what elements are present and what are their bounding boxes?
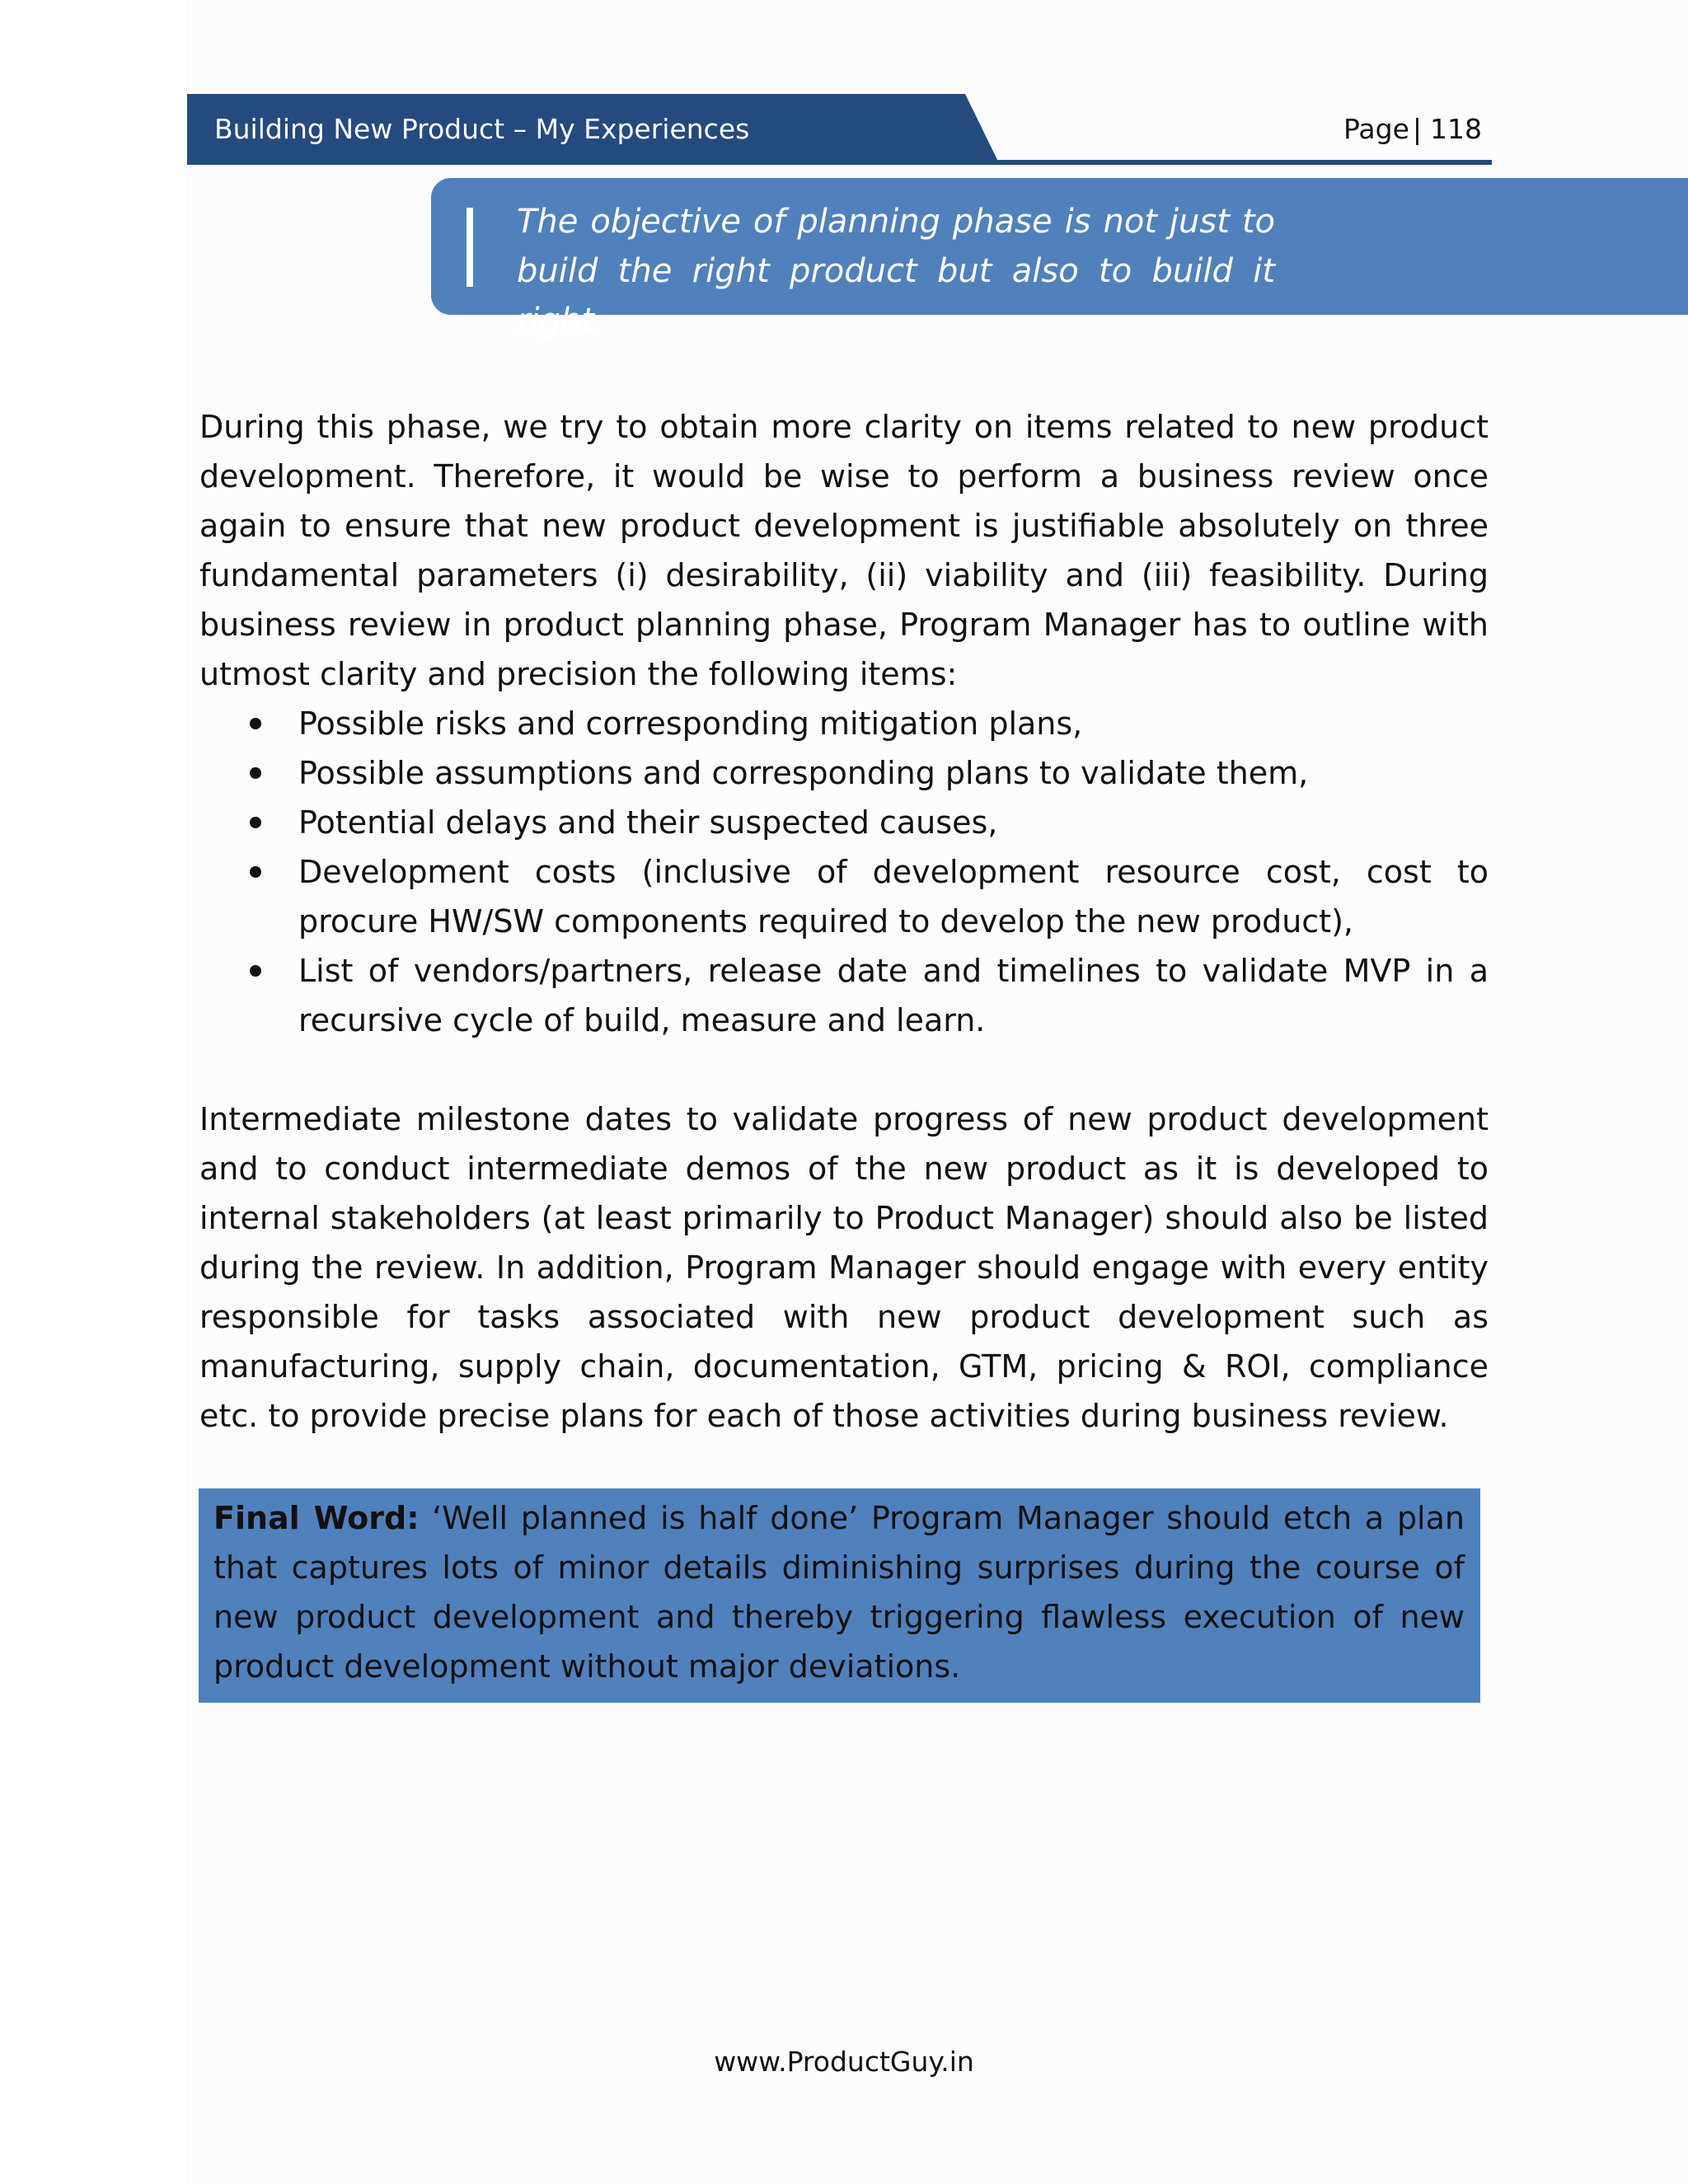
footer-url: www.ProductGuy.in [714, 2046, 974, 2078]
page-label: Page [1343, 113, 1409, 145]
header-title: Building New Product – My Experiences [214, 113, 750, 145]
page-indicator [1343, 113, 1482, 145]
page-number: 118 [1430, 113, 1483, 145]
list-item [199, 847, 1489, 946]
list-item-text: Possible risks and corresponding mitigation plans, [298, 705, 1083, 742]
bullet-icon [250, 718, 261, 729]
pull-quote-text: The objective of planning phase is not just to build the right product but also to build it right. [517, 203, 1275, 340]
list-item-text: Possible assumptions and corresponding plans to validate them, [298, 755, 1309, 791]
body-paragraph-2: Intermediate milestone dates to validate progress of new product development and to conduct intermediate demos of the new product as it is developed to internal stakeholders (at least primarily to Product Manager) should also be listed during the review. In addition, Program Manager should engage with every entity responsible for tasks associated with new product development such as manufacturing, supply chain, documentation, GTM, pricing & ROI, compliance etc. to provide precise plans for each of those activities during business review. [199, 1101, 1489, 1434]
final-word-text [213, 1493, 1465, 1691]
bullet-icon [250, 767, 261, 779]
body-paragraph-1: During this phase, we try to obtain more clarity on items related to new product development. Therefore, it would be wise to perform a business review once again to ensure that new product development is justifiable absolutely on three fundamental parameters (i) desirability, (ii) viability and (iii) feasibility. During business review in product planning phase, Program Manager has to outline with utmost clarity and precision the following items: [199, 409, 1489, 692]
pull-quote-bar [467, 208, 473, 287]
list-item [199, 699, 1489, 748]
bullet-icon [250, 866, 261, 878]
bullet-icon [250, 817, 261, 828]
bullet-list [199, 699, 1489, 1045]
header-rule [997, 160, 1492, 165]
list-item [199, 946, 1489, 1045]
list-item-text: List of vendors/partners, release date and timelines to validate MVP in a recursive cycle of build, measure and learn. [298, 953, 1489, 1038]
list-item [199, 798, 1489, 847]
list-item [199, 748, 1489, 798]
final-word-body: ‘Well planned is half done’ Program Manager should etch a plan that captures lots of minor details diminishing surprises during the course of new product development and thereby triggering flawless execution of new product development without major deviations. [213, 1500, 1465, 1685]
bullet-icon [250, 965, 261, 977]
list-item-text: Development costs (inclusive of development resource cost, cost to procure HW/SW components required to develop the new product), [298, 854, 1489, 940]
list-item-text: Potential delays and their suspected causes, [298, 804, 998, 841]
final-word-label: Final Word: [213, 1500, 420, 1536]
page-separator: | [1412, 113, 1423, 145]
